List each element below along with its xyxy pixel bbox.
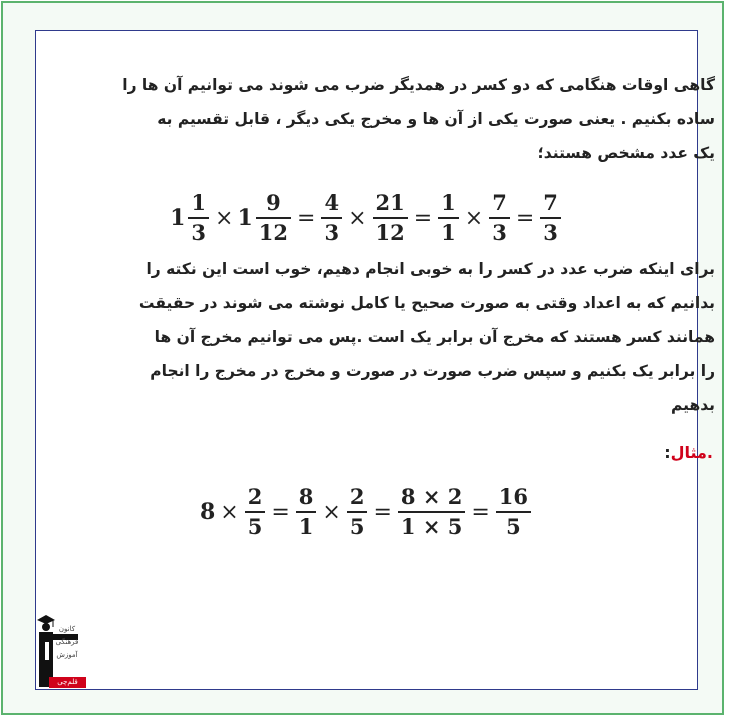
denominator: 3 [324,220,340,245]
fraction-7-3 [489,190,510,246]
denominator: 1 [298,514,314,539]
fraction-bar [540,217,561,219]
fraction-2-5 [347,484,368,540]
equals-sign: = [373,499,392,525]
denominator: 3 [492,220,507,245]
mixed1-denominator: 3 [191,220,207,245]
product-fraction [398,484,465,540]
fraction-bar [188,217,209,219]
times-sign: × [220,499,239,525]
numerator: 8 × 2 [400,484,463,509]
fraction-bar [373,217,408,219]
mixed1-fraction [188,190,209,246]
example-heading [664,441,713,465]
times-sign: × [322,499,341,525]
numerator: 7 [492,190,507,215]
fraction-21-12 [373,190,408,246]
equals-sign: = [271,499,290,525]
logo-line-1: کانون [58,625,76,633]
example-label: .مثال [670,443,713,462]
numerator: 21 [375,190,405,215]
whole-number: 8 [199,499,216,525]
mixed1-numerator: 1 [191,190,207,215]
result-fraction [496,484,531,540]
fraction-2-5 [245,484,266,540]
denominator: 1 × 5 [400,514,463,539]
equals-sign: = [413,205,433,231]
mixed2-denominator: 12 [258,220,288,245]
fraction-1-1 [438,190,459,246]
mixed1-whole: 1 [170,205,186,231]
numerator: 2 [349,484,365,509]
denominator: 5 [506,514,521,539]
numerator: 16 [498,484,529,509]
denominator: 5 [247,514,263,539]
simplification-equation [0,188,733,248]
intro-paragraph: گاهی اوقات هنگامی که دو کسر در همدیگر ضرب می شوند می توانیم آن ها را ساده بکنیم . یعنی صورت یکی از آن ها و مخرج یکی دیگر ، قابل تقسیم به یک عدد مشخص هستند؛ [122,76,715,162]
fraction-bar [496,511,531,513]
explanation-paragraph: برای اینکه ضرب عدد در کسر را به خوبی انجام دهیم، خوب است این نکته را بدانیم که به اعداد وقتی به صورت صحیح یا کامل نوشته می شوند در حقیقت همانند کسر هستند که مخرج آن برابر یک است .پس می توانیم مخرج آن ها را برابر یک بکنیم و سپس ضرب صورت در صورت و مخرج در مخرج را انجام بدهیم [138,260,715,414]
fraction-bar [296,511,317,513]
equals-sign: = [515,205,535,231]
fraction-bar [245,511,266,513]
mixed2-whole: 1 [237,205,253,231]
fraction-4-3 [321,190,342,246]
example-equation [0,482,733,542]
fraction-bar [347,511,368,513]
equals-sign: = [471,499,490,525]
logo-line-3: آموزش [56,651,78,659]
numerator: 2 [247,484,263,509]
equals-sign: = [297,205,316,231]
denominator: 1 [441,220,456,245]
times-sign: × [348,205,367,231]
example-colon: : [664,443,671,462]
numerator: 8 [298,484,314,509]
result-fraction [540,190,561,246]
numerator: 1 [441,190,456,215]
fraction-bar [321,217,342,219]
numerator: 7 [543,190,558,215]
fraction-bar [438,217,459,219]
denominator: 12 [375,220,405,245]
logo-line-4: قلم‌چی [49,677,86,688]
denominator: 3 [543,220,558,245]
numerator: 4 [324,190,340,215]
fraction-bar [489,217,510,219]
fraction-bar [256,217,291,219]
denominator: 5 [349,514,365,539]
mixed2-fraction [256,190,291,246]
logo-line-2: فرهنگی [55,638,79,646]
times-sign: × [215,205,234,231]
fraction-8-1 [296,484,317,540]
fraction-bar [398,511,465,513]
times-sign: × [464,205,484,231]
mixed2-numerator: 9 [266,190,281,215]
